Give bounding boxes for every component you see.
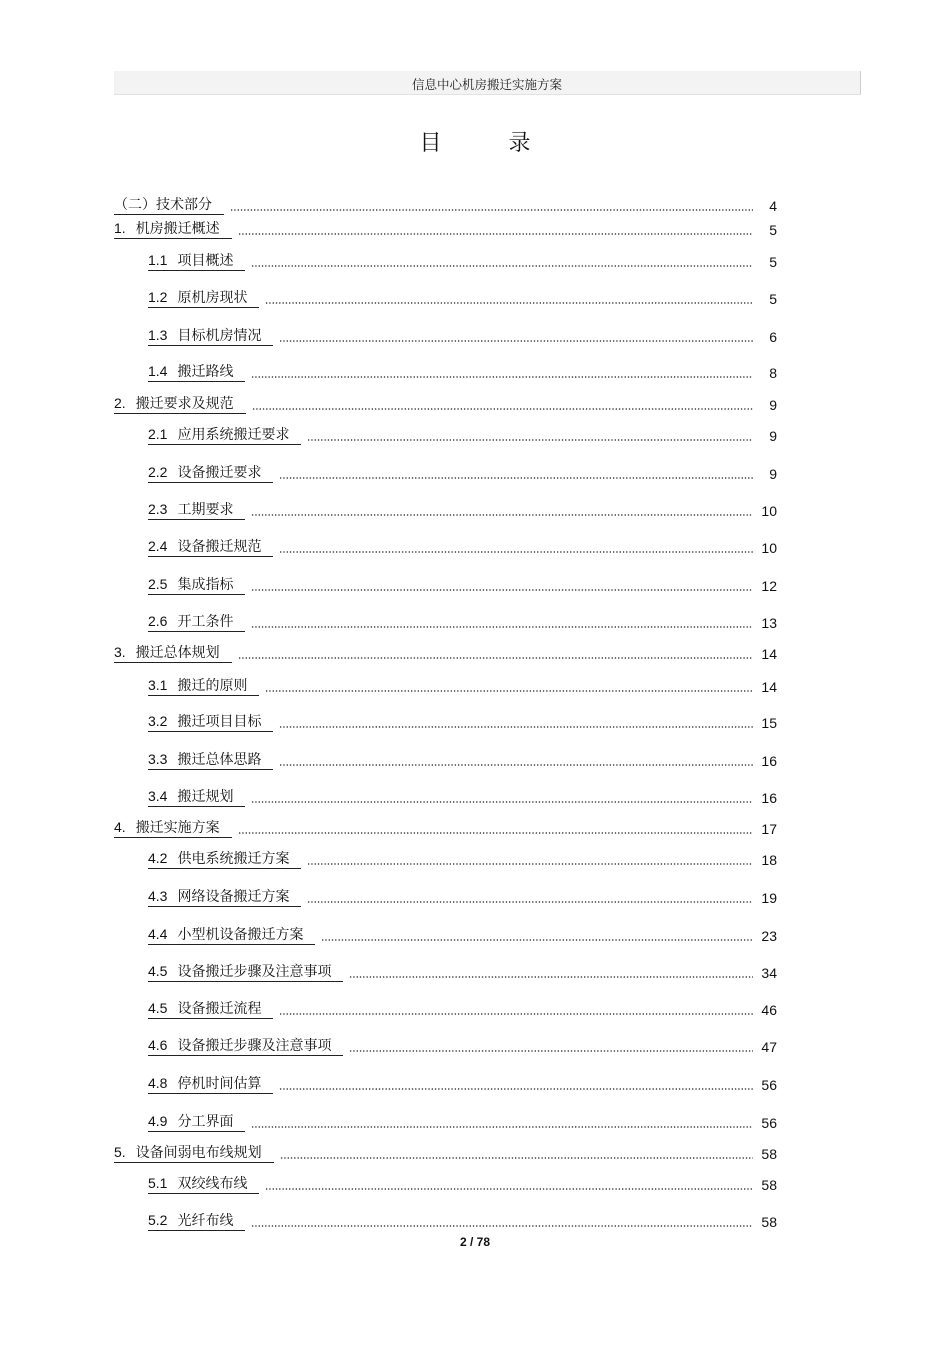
- toc-entry[interactable]: [148, 1112, 777, 1132]
- toc-entry[interactable]: [114, 643, 777, 663]
- toc-entry-label[interactable]: [148, 1036, 343, 1056]
- toc-entry-title: 设备搬迁步骤及注意事项: [177, 1038, 332, 1054]
- toc-entry-label[interactable]: [148, 612, 245, 632]
- toc-entry-title: 目标机房情况: [177, 328, 262, 344]
- toc-entry-number: 1.2: [148, 289, 168, 305]
- dot-leader: [279, 1012, 753, 1016]
- toc-entry-title: 停机时间估算: [177, 1076, 262, 1092]
- toc-entry[interactable]: [148, 787, 777, 807]
- dot-leader: [251, 588, 753, 592]
- toc-entry[interactable]: [114, 195, 777, 215]
- toc-entry-page: 5: [769, 222, 777, 238]
- toc-entry-number: 5.: [114, 1144, 126, 1160]
- toc-entry-label[interactable]: [114, 643, 232, 663]
- toc-entry-label[interactable]: [148, 288, 259, 308]
- toc-entry-number: 1.4: [148, 363, 168, 379]
- toc-entry-page: 16: [761, 790, 777, 806]
- dot-leader: [307, 438, 753, 442]
- toc-entry-label[interactable]: [148, 362, 245, 382]
- dot-leader: [279, 339, 753, 343]
- toc-entry-title: 设备搬迁规范: [177, 539, 262, 555]
- toc-entry-label[interactable]: [148, 750, 273, 770]
- toc-entry-title: 应用系统搬迁要求: [177, 427, 290, 443]
- toc-entry-page: 34: [761, 965, 777, 981]
- toc-entry[interactable]: [148, 676, 777, 696]
- toc-entry-page: 15: [761, 715, 777, 731]
- header-title: 信息中心机房搬迁实施方案: [411, 77, 562, 92]
- toc-entry-page: 5: [769, 291, 777, 307]
- toc-entry-number: 1.1: [148, 252, 168, 268]
- toc-entry[interactable]: [148, 750, 777, 770]
- toc-entry[interactable]: [148, 326, 777, 346]
- dot-leader: [251, 375, 753, 379]
- toc-entry-label[interactable]: [114, 219, 232, 239]
- toc-entry[interactable]: [148, 887, 777, 907]
- toc-entry-label[interactable]: [148, 925, 315, 945]
- toc-entry-number: 2.: [114, 395, 126, 411]
- toc-entry-label[interactable]: [148, 326, 273, 346]
- toc-entry-page: 56: [761, 1115, 777, 1131]
- toc-entry-label[interactable]: [148, 575, 245, 595]
- dot-leader: [265, 301, 753, 305]
- toc-entry[interactable]: [148, 537, 777, 557]
- toc-entry-label[interactable]: [148, 849, 301, 869]
- toc-entry-page: 23: [761, 928, 777, 944]
- toc-title: 目 录: [419, 131, 561, 156]
- toc-entry-page: 58: [761, 1214, 777, 1230]
- toc-entry-page: 10: [761, 503, 777, 519]
- toc-entry-title: 开工条件: [177, 614, 234, 630]
- toc-entry-number: 4.4: [148, 926, 168, 942]
- toc-entry-label[interactable]: [148, 999, 273, 1019]
- toc-entry-title: 搬迁的原则: [177, 678, 248, 694]
- toc-entry[interactable]: [114, 818, 777, 838]
- toc-entry-number: 1.: [114, 220, 126, 236]
- toc-entry-title: 小型机设备搬迁方案: [177, 927, 304, 943]
- toc-entry-page: 58: [761, 1146, 777, 1162]
- toc-entry-page: 6: [769, 329, 777, 345]
- toc-entry-page: 16: [761, 753, 777, 769]
- toc-entry-number: 3.3: [148, 751, 168, 767]
- toc-entry-page: 12: [761, 578, 777, 594]
- toc-entry-title: 设备间弱电布线规划: [135, 1145, 262, 1161]
- toc-entry-number: 1.3: [148, 327, 168, 343]
- toc-entry-number: 3.2: [148, 713, 168, 729]
- dot-leader: [251, 264, 753, 268]
- toc-entry-title: 分工界面: [177, 1114, 234, 1130]
- toc-entry-title: （二）技术部分: [114, 197, 212, 213]
- toc-entry-label[interactable]: [148, 251, 245, 271]
- toc-entry-number: 4.3: [148, 888, 168, 904]
- toc-entry-label[interactable]: [148, 787, 245, 807]
- toc-entry-label[interactable]: [148, 712, 273, 732]
- toc-entry-number: 2.3: [148, 501, 168, 517]
- running-header: [114, 71, 861, 95]
- dot-leader: [238, 656, 753, 660]
- toc-entry-label[interactable]: [114, 1143, 274, 1163]
- toc-entry[interactable]: [148, 1074, 777, 1094]
- toc-entry-title: 工期要求: [177, 502, 234, 518]
- toc-entry[interactable]: [148, 849, 777, 869]
- toc-entry[interactable]: [148, 362, 777, 382]
- toc-entry-title: 设备搬迁步骤及注意事项: [177, 964, 332, 980]
- toc-entry-title: 设备搬迁流程: [177, 1001, 262, 1017]
- toc-entry-page: 14: [761, 646, 777, 662]
- toc-entry-page: 13: [761, 615, 777, 631]
- dot-leader: [279, 476, 753, 480]
- toc-entry-label[interactable]: [148, 500, 245, 520]
- dot-leader: [279, 1087, 753, 1091]
- toc-entry[interactable]: [148, 999, 777, 1019]
- toc-entry[interactable]: [148, 925, 777, 945]
- toc-entry-title: 搬迁总体思路: [177, 752, 262, 768]
- toc-entry-label[interactable]: [148, 1211, 245, 1231]
- toc-entry-number: 4.6: [148, 1037, 168, 1053]
- toc-entry-page: 17: [761, 821, 777, 837]
- dot-leader: [279, 550, 753, 554]
- toc-entry-title: 供电系统搬迁方案: [177, 851, 290, 867]
- toc-entry-title: 项目概述: [177, 253, 234, 269]
- toc-entry-number: 2.2: [148, 464, 168, 480]
- toc-entry-page: 5: [769, 254, 777, 270]
- dot-leader: [230, 208, 753, 212]
- dot-leader: [251, 800, 753, 804]
- toc-entry-title: 机房搬迁概述: [135, 221, 220, 237]
- toc-entry-page: 58: [761, 1177, 777, 1193]
- toc-entry-title: 搬迁总体规划: [135, 645, 220, 661]
- page-indicator: 2 / 78: [459, 1235, 491, 1249]
- toc-entry-page: 47: [761, 1039, 777, 1055]
- dot-leader: [238, 232, 753, 236]
- toc-entry[interactable]: [148, 712, 777, 732]
- toc-entry[interactable]: [148, 1174, 777, 1194]
- dot-leader: [238, 831, 753, 835]
- toc-entry[interactable]: [148, 463, 777, 483]
- toc-entry-number: 5.2: [148, 1212, 168, 1228]
- dot-leader: [321, 938, 753, 942]
- toc-entry-number: 2.4: [148, 538, 168, 554]
- toc-entry[interactable]: [148, 1211, 777, 1231]
- toc-entry[interactable]: [148, 575, 777, 595]
- toc-entry-label[interactable]: [114, 818, 232, 838]
- toc-entry-label[interactable]: [148, 463, 273, 483]
- dot-leader: [280, 1156, 753, 1160]
- toc-entry-page: 10: [761, 540, 777, 556]
- toc-entry-title: 搬迁路线: [177, 364, 234, 380]
- toc-entry-label[interactable]: [148, 962, 343, 982]
- toc-entry-number: 2.5: [148, 576, 168, 592]
- toc-entry-label[interactable]: [148, 537, 273, 557]
- dot-leader: [349, 975, 753, 979]
- dot-leader: [265, 1187, 753, 1191]
- toc-entry-page: 9: [769, 397, 777, 413]
- toc-entry-number: 2.6: [148, 613, 168, 629]
- toc-entry-title: 设备搬迁要求: [177, 465, 262, 481]
- toc-entry[interactable]: [114, 1143, 777, 1163]
- toc-entry-title: 搬迁实施方案: [135, 820, 220, 836]
- dot-leader: [265, 689, 753, 693]
- toc-entry-title: 搬迁项目目标: [177, 714, 262, 730]
- toc-entry[interactable]: [148, 500, 777, 520]
- toc-entry-page: 4: [769, 198, 777, 214]
- toc-entry-page: 9: [769, 466, 777, 482]
- dot-leader: [251, 1224, 753, 1228]
- dot-leader: [252, 407, 753, 411]
- dot-leader: [279, 763, 753, 767]
- toc-entry[interactable]: [148, 1036, 777, 1056]
- dot-leader: [349, 1049, 753, 1053]
- toc-entry-page: 8: [769, 365, 777, 381]
- toc-entry-label[interactable]: [148, 1112, 245, 1132]
- toc-entry-label[interactable]: [148, 425, 301, 445]
- toc-entry-number: 2.1: [148, 426, 168, 442]
- toc-entry-label[interactable]: [148, 1174, 259, 1194]
- toc-entry-number: 4.8: [148, 1075, 168, 1091]
- dot-leader: [251, 625, 753, 629]
- toc-entry-number: 4.2: [148, 850, 168, 866]
- toc-entry-page: 56: [761, 1077, 777, 1093]
- toc-entry-title: 网络设备搬迁方案: [177, 889, 290, 905]
- toc-entry[interactable]: [114, 394, 777, 414]
- toc-entry-title: 原机房现状: [177, 290, 248, 306]
- toc-entry-label[interactable]: [114, 394, 246, 414]
- dot-leader: [251, 513, 753, 517]
- toc-entry[interactable]: [148, 962, 777, 982]
- toc-entry-title: 集成指标: [177, 577, 234, 593]
- toc-entry-title: 光纤布线: [177, 1213, 234, 1229]
- toc-entry-number: 4.5: [148, 963, 168, 979]
- toc-entry-page: 9: [769, 428, 777, 444]
- toc-entry-number: 3.: [114, 644, 126, 660]
- toc-entry-label[interactable]: [114, 196, 224, 215]
- toc-entry-page: 18: [761, 852, 777, 868]
- toc-entry-label[interactable]: [148, 676, 259, 696]
- toc-entry-page: 46: [761, 1002, 777, 1018]
- toc-entry-number: 5.1: [148, 1175, 168, 1191]
- toc-entry[interactable]: [148, 251, 777, 271]
- toc-entry-number: 4.9: [148, 1113, 168, 1129]
- toc-entry-number: 4.: [114, 819, 126, 835]
- toc-entry-title: 搬迁规划: [177, 789, 234, 805]
- toc-entry-number: 4.5: [148, 1000, 168, 1016]
- dot-leader: [307, 862, 753, 866]
- toc-entry-page: 19: [761, 890, 777, 906]
- toc-entry-label[interactable]: [148, 1074, 273, 1094]
- dot-leader: [251, 1125, 753, 1129]
- toc-entry-page: 14: [761, 679, 777, 695]
- toc-entry[interactable]: [114, 219, 777, 239]
- toc-entry-number: 3.4: [148, 788, 168, 804]
- toc-entry[interactable]: [148, 425, 777, 445]
- toc-entry-title: 双绞线布线: [177, 1176, 248, 1192]
- toc-entry-number: 3.1: [148, 677, 168, 693]
- toc-entry[interactable]: [148, 612, 777, 632]
- dot-leader: [307, 900, 753, 904]
- toc-entry-title: 搬迁要求及规范: [135, 396, 234, 412]
- toc-entry[interactable]: [148, 288, 777, 308]
- toc-entry-label[interactable]: [148, 887, 301, 907]
- dot-leader: [279, 725, 753, 729]
